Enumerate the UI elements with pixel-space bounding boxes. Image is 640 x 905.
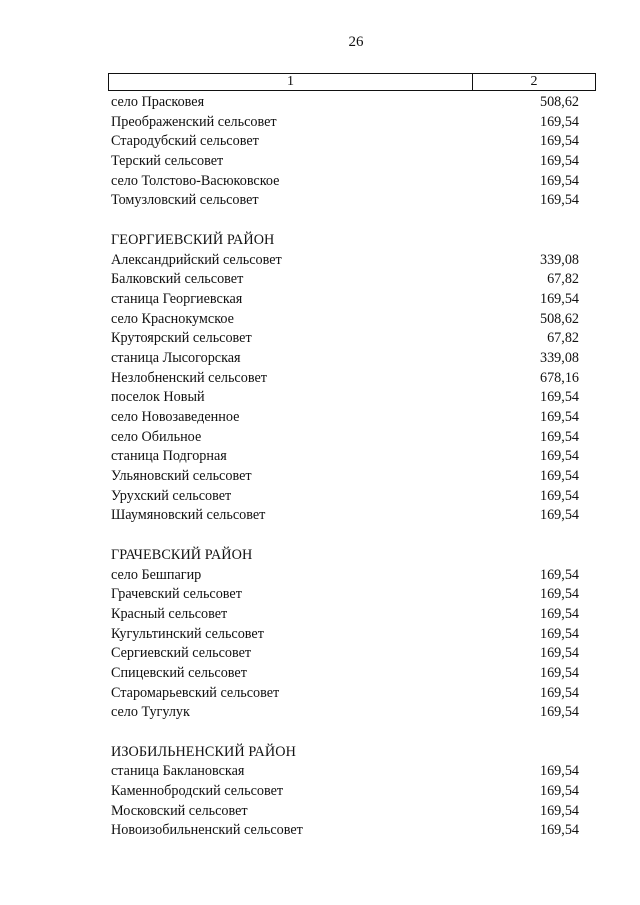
settlement-value: 339,08: [539, 349, 579, 366]
table-row: [111, 605, 579, 625]
settlement-name: Томузловский сельсовет: [111, 192, 259, 209]
settlement-value: 678,16: [539, 369, 579, 386]
settlement-name: Александрийский сельсовет: [111, 251, 282, 268]
settlement-name: Каменнобродский сельсовет: [111, 783, 284, 800]
table-header-col1: 1: [109, 74, 473, 90]
settlement-value: 508,62: [539, 94, 579, 110]
settlement-name: Грачевский сельсовет: [111, 586, 242, 603]
table-row: [111, 172, 579, 192]
table-row: [111, 152, 579, 172]
settlement-value: 169,54: [539, 802, 579, 819]
settlement-value: 508,62: [539, 310, 579, 327]
table-row: [111, 310, 579, 330]
table-header: [108, 73, 596, 91]
table-row: [111, 408, 579, 428]
settlement-name: Старомарьевский сельсовет: [111, 684, 280, 701]
settlement-value: 67,82: [547, 271, 579, 288]
settlement-name: Московский сельсовет: [111, 802, 248, 819]
settlement-name: Балковский сельсовет: [111, 271, 244, 288]
settlement-value: 169,54: [539, 113, 579, 130]
settlement-value: 169,54: [539, 153, 579, 170]
table-row: [111, 251, 579, 271]
table-row: [111, 132, 579, 152]
table-row: [111, 113, 579, 133]
settlement-value: 169,54: [539, 487, 579, 504]
settlement-name: станица Лысогорская: [111, 349, 241, 366]
settlement-name: Красный сельсовет: [111, 605, 228, 622]
settlement-value: 169,54: [539, 645, 579, 662]
table-row: [111, 644, 579, 664]
settlement-name: Преображенский сельсовет: [111, 113, 277, 130]
settlement-value: 169,54: [539, 704, 579, 721]
table-row: [111, 664, 579, 684]
settlement-name: Незлобненский сельсовет: [111, 369, 267, 386]
settlement-name: станица Георгиевская: [111, 290, 243, 307]
settlement-value: 169,54: [539, 468, 579, 485]
settlement-value: 169,54: [539, 822, 579, 839]
settlement-name: Терский сельсовет: [111, 153, 224, 170]
settlement-name: село Прасковея: [111, 94, 205, 110]
settlement-name: село Тугулук: [111, 704, 190, 721]
settlement-value: 169,54: [539, 172, 579, 189]
settlement-value: 339,08: [539, 251, 579, 268]
regions: [111, 231, 579, 841]
settlement-value: 169,54: [539, 605, 579, 622]
settlement-value: 169,54: [539, 507, 579, 524]
settlement-value: 169,54: [539, 428, 579, 445]
settlement-name: Сергиевский сельсовет: [111, 645, 252, 662]
document-body: [111, 93, 579, 841]
settlement-name: Ульяновский сельсовет: [111, 468, 252, 485]
settlement-name: село Краснокумское: [111, 310, 234, 327]
table-row: [111, 487, 579, 507]
settlement-name: Шаумяновский сельсовет: [111, 507, 266, 524]
table-row: [111, 329, 579, 349]
table-row: [111, 506, 579, 526]
settlement-value: 169,54: [539, 192, 579, 209]
region-section: [111, 743, 579, 841]
table-row: [111, 388, 579, 408]
settlement-value: 169,54: [539, 133, 579, 150]
settlement-name: село Бешпагир: [111, 566, 202, 583]
table-row: [111, 290, 579, 310]
table-row: [111, 802, 579, 822]
table-row: [111, 625, 579, 645]
settlement-name: Урухский сельсовет: [111, 487, 232, 504]
settlement-name: Спицевский сельсовет: [111, 664, 247, 681]
settlement-value: 169,54: [539, 625, 579, 642]
table-row: [111, 684, 579, 704]
settlement-value: 169,54: [539, 664, 579, 681]
settlement-name: село Толстово-Васюковское: [111, 172, 280, 189]
table-row: [111, 762, 579, 782]
table-row: [111, 447, 579, 467]
region-section: [111, 546, 579, 723]
region-title: ГРАЧЕВСКИЙ РАЙОН: [111, 546, 253, 563]
settlement-name: Крутоярский сельсовет: [111, 330, 252, 347]
settlement-name: село Новозаведенное: [111, 409, 240, 425]
settlement-value: 169,54: [539, 783, 579, 800]
table-row: [111, 821, 579, 841]
settlement-name: поселок Новый: [111, 389, 205, 406]
settlement-value: 169,54: [539, 290, 579, 307]
settlement-value: 169,54: [539, 389, 579, 406]
settlement-name: Новоизобильненский сельсовет: [111, 822, 303, 839]
region-title: ГЕОРГИЕВСКИЙ РАЙОН: [111, 231, 275, 248]
table-row: [111, 369, 579, 389]
settlement-name: станица Баклановская: [111, 763, 245, 780]
table-row: [111, 93, 579, 113]
settlement-value: 169,54: [539, 684, 579, 701]
table-row: [111, 703, 579, 723]
table-row: [111, 467, 579, 487]
region-section: [111, 231, 579, 526]
region-title: ИЗОБИЛЬНЕНСКИЙ РАЙОН: [111, 743, 296, 760]
page-number: 26: [348, 34, 364, 50]
settlement-name: станица Подгорная: [111, 448, 227, 465]
settlement-name: село Обильное: [111, 428, 202, 445]
table-row: [111, 585, 579, 605]
settlement-value: 169,54: [539, 586, 579, 603]
settlement-value: 169,54: [539, 409, 579, 425]
settlement-value: 169,54: [539, 566, 579, 583]
table-row: [111, 349, 579, 369]
table-row: [111, 428, 579, 448]
table-row: [111, 782, 579, 802]
table-row: [111, 566, 579, 586]
settlement-name: Кугультинский сельсовет: [111, 625, 264, 642]
settlement-value: 67,82: [547, 330, 579, 347]
initial-rows: [111, 93, 579, 211]
table-row: [111, 191, 579, 211]
table-header-col2: 2: [530, 74, 538, 89]
settlement-value: 169,54: [539, 448, 579, 465]
settlement-name: Стародубский сельсовет: [111, 133, 259, 150]
table-row: [111, 270, 579, 290]
settlement-value: 169,54: [539, 763, 579, 780]
